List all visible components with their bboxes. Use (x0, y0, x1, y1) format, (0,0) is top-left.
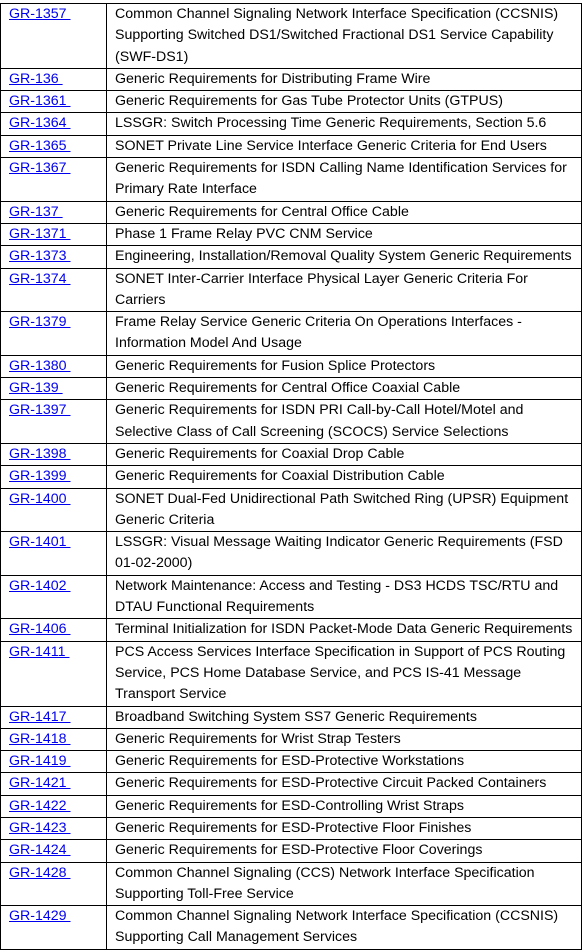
document-number-link[interactable]: GR-1364 (9, 115, 71, 132)
table-row (1, 795, 582, 817)
document-number-cell (1, 246, 107, 268)
document-number-cell (1, 706, 107, 728)
document-number-cell (1, 906, 107, 950)
document-title-cell: SONET Private Line Service Interface Generic Criteria for End Users (107, 135, 582, 157)
document-number-cell (1, 488, 107, 532)
document-number-link[interactable]: GR-1398 (9, 445, 71, 462)
document-number-cell (1, 575, 107, 619)
document-title-cell: Frame Relay Service Generic Criteria On Operations Interfaces - Information Model And Usage (107, 312, 582, 356)
document-title-cell: Generic Requirements for Distributing Frame Wire (107, 68, 582, 90)
document-title-cell: Generic Requirements for Central Office Cable (107, 201, 582, 223)
requirements-table (0, 3, 582, 950)
document-number-cell (1, 795, 107, 817)
document-title-cell: Common Channel Signaling (CCS) Network Interface Specification Supporting Toll-Free Service (107, 862, 582, 906)
table-row (1, 751, 582, 773)
document-title-cell: Phase 1 Frame Relay PVC CNM Service (107, 223, 582, 245)
document-title-cell: Generic Requirements for Gas Tube Protector Units (GTPUS) (107, 91, 582, 113)
table-row (1, 728, 582, 750)
table-row (1, 246, 582, 268)
document-number-link[interactable]: GR-1365 (9, 137, 71, 154)
document-number-cell (1, 355, 107, 377)
document-title-cell: LSSGR: Switch Processing Time Generic Requirements, Section 5.6 (107, 113, 582, 135)
document-number-link[interactable]: GR-1373 (9, 248, 71, 265)
table-row (1, 532, 582, 576)
document-number-link[interactable]: GR-1411 (9, 643, 70, 660)
document-number-cell (1, 728, 107, 750)
document-number-link[interactable]: GR-1423 (9, 819, 71, 836)
document-number-cell (1, 817, 107, 839)
table-row (1, 488, 582, 532)
table-row (1, 4, 582, 69)
document-number-link[interactable]: GR-1397 (9, 402, 71, 419)
table-row (1, 113, 582, 135)
document-number-cell (1, 378, 107, 400)
table-row (1, 443, 582, 465)
document-number-link[interactable]: GR-1380 (9, 357, 71, 374)
document-number-link[interactable]: GR-1424 (9, 842, 71, 859)
document-title-cell: Generic Requirements for Coaxial Distribution Cable (107, 466, 582, 488)
document-title-cell: Generic Requirements for ESD-Protective Floor Coverings (107, 840, 582, 862)
document-number-cell (1, 91, 107, 113)
document-number-cell (1, 201, 107, 223)
document-number-cell (1, 135, 107, 157)
table-row (1, 91, 582, 113)
table-row (1, 312, 582, 356)
document-number-link[interactable]: GR-1402 (9, 577, 71, 594)
table-row (1, 575, 582, 619)
document-number-cell (1, 641, 107, 706)
document-title-cell: Generic Requirements for Fusion Splice Protectors (107, 355, 582, 377)
table-row (1, 706, 582, 728)
document-number-cell (1, 4, 107, 69)
document-number-cell (1, 532, 107, 576)
document-title-cell: Network Maintenance: Access and Testing - DS3 HCDS TSC/RTU and DTAU Functional Requirements (107, 575, 582, 619)
document-number-cell (1, 223, 107, 245)
document-number-link[interactable]: GR-1374 (9, 270, 71, 287)
document-title-cell: Generic Requirements for Wrist Strap Testers (107, 728, 582, 750)
document-number-cell (1, 443, 107, 465)
document-number-link[interactable]: GR-139 (9, 380, 63, 397)
table-row (1, 378, 582, 400)
table-row (1, 773, 582, 795)
table-row (1, 817, 582, 839)
document-title-cell: Generic Requirements for ESD-Protective Circuit Packed Containers (107, 773, 582, 795)
document-title-cell: SONET Dual-Fed Unidirectional Path Switched Ring (UPSR) Equipment Generic Criteria (107, 488, 582, 532)
document-number-link[interactable]: GR-1428 (9, 864, 71, 881)
document-number-cell (1, 862, 107, 906)
document-number-cell (1, 68, 107, 90)
document-title-cell: PCS Access Services Interface Specification in Support of PCS Routing Service, PCS Home Database Service, and PCS IS-41 Message Transport Service (107, 641, 582, 706)
document-number-cell (1, 466, 107, 488)
table-row (1, 355, 582, 377)
table-row (1, 135, 582, 157)
document-title-cell: Generic Requirements for ISDN PRI Call-by-Call Hotel/Motel and Selective Class of Call Screening (SCOCS) Service Selections (107, 400, 582, 444)
table-row (1, 158, 582, 202)
table-row (1, 400, 582, 444)
table-row (1, 906, 582, 950)
document-title-cell: Generic Requirements for ESD-Controlling Wrist Straps (107, 795, 582, 817)
document-number-link[interactable]: GR-1371 (9, 225, 71, 242)
table-row (1, 840, 582, 862)
document-number-link[interactable]: GR-137 (9, 203, 63, 220)
table-row (1, 223, 582, 245)
document-number-link[interactable]: GR-1429 (9, 908, 71, 925)
document-number-cell (1, 400, 107, 444)
requirements-table-body (1, 4, 582, 950)
document-number-link[interactable]: GR-136 (9, 70, 63, 87)
document-number-link[interactable]: GR-1357 (9, 6, 71, 22)
document-number-link[interactable]: GR-1422 (9, 797, 71, 814)
document-number-link[interactable]: GR-1379 (9, 314, 71, 331)
document-number-link[interactable]: GR-1399 (9, 468, 71, 485)
document-number-cell (1, 268, 107, 312)
document-number-cell (1, 751, 107, 773)
document-number-cell (1, 113, 107, 135)
table-row (1, 862, 582, 906)
document-title-cell: Broadband Switching System SS7 Generic Requirements (107, 706, 582, 728)
table-row (1, 641, 582, 706)
table-row (1, 619, 582, 641)
document-number-link[interactable]: GR-1401 (9, 534, 71, 551)
document-number-link[interactable]: GR-1406 (9, 621, 71, 638)
document-title-cell: Terminal Initialization for ISDN Packet-Mode Data Generic Requirements (107, 619, 582, 641)
table-row (1, 466, 582, 488)
document-number-link[interactable]: GR-1421 (9, 775, 71, 792)
document-number-cell (1, 840, 107, 862)
document-title-cell: Generic Requirements for ESD-Protective Floor Finishes (107, 817, 582, 839)
document-title-cell: SONET Inter-Carrier Interface Physical Layer Generic Criteria For Carriers (107, 268, 582, 312)
document-number-link[interactable]: GR-1367 (9, 160, 71, 177)
table-row (1, 268, 582, 312)
table-row (1, 201, 582, 223)
document-title-cell: Engineering, Installation/Removal Quality System Generic Requirements (107, 246, 582, 268)
document-number-cell (1, 312, 107, 356)
document-number-link[interactable]: GR-1419 (9, 753, 71, 770)
document-title-cell: LSSGR: Visual Message Waiting Indicator Generic Requirements (FSD 01-02-2000) (107, 532, 582, 576)
document-number-cell (1, 158, 107, 202)
table-row (1, 68, 582, 90)
document-title-cell: Common Channel Signaling Network Interface Specification (CCSNIS) Supporting Switched DS1/Switched Fractional DS1 Service Capability (SWF-DS1) (107, 4, 582, 69)
document-number-link[interactable]: GR-1361 (9, 93, 71, 110)
document-number-cell (1, 773, 107, 795)
document-title-cell: Generic Requirements for Central Office Coaxial Cable (107, 378, 582, 400)
document-number-link[interactable]: GR-1417 (9, 708, 71, 725)
document-number-cell (1, 619, 107, 641)
document-number-link[interactable]: GR-1400 (9, 490, 71, 507)
document-title-cell: Generic Requirements for ESD-Protective Workstations (107, 751, 582, 773)
document-title-cell: Generic Requirements for ISDN Calling Name Identification Services for Primary Rate Interface (107, 158, 582, 202)
document-title-cell: Common Channel Signaling Network Interface Specification (CCSNIS) Supporting Call Management Services (107, 906, 582, 950)
document-number-link[interactable]: GR-1418 (9, 730, 71, 747)
document-title-cell: Generic Requirements for Coaxial Drop Cable (107, 443, 582, 465)
